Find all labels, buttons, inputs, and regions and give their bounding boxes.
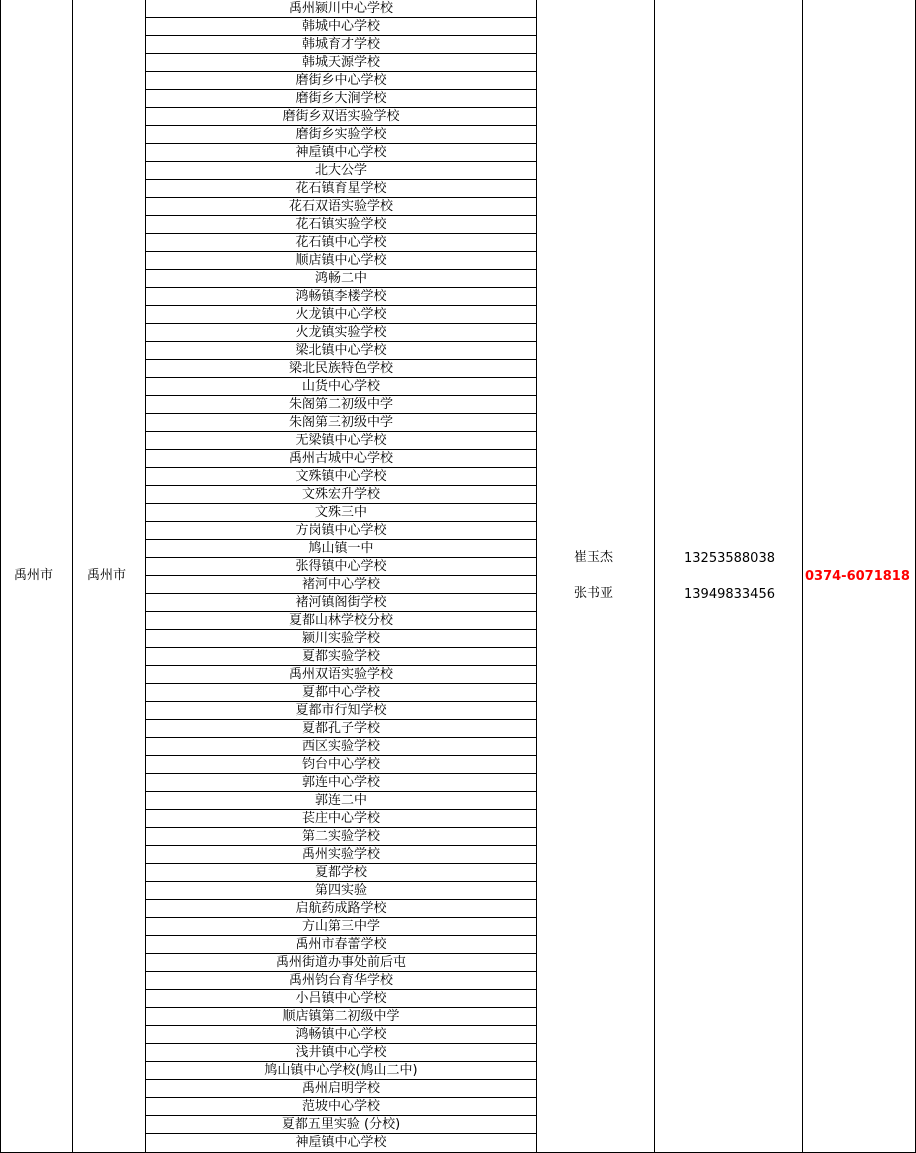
school-row: 褚河镇阁街学校 xyxy=(146,594,536,612)
grid-line xyxy=(536,0,537,1153)
grid-line xyxy=(72,0,73,1153)
school-row: 夏都市行知学校 xyxy=(146,702,536,720)
school-row: 启航药成路学校 xyxy=(146,900,536,918)
school-row: 文殊镇中心学校 xyxy=(146,468,536,486)
school-row: 张得镇中心学校 xyxy=(146,558,536,576)
school-row: 神垕镇中心学校 xyxy=(146,144,536,162)
school-row: 花石双语实验学校 xyxy=(146,198,536,216)
school-row: 朱阁第三初级中学 xyxy=(146,414,536,432)
school-row: 颍川实验学校 xyxy=(146,630,536,648)
school-row: 范坡中心学校 xyxy=(146,1098,536,1116)
school-list xyxy=(146,0,536,1152)
school-row: 花石镇实验学校 xyxy=(146,216,536,234)
school-row: 禹州街道办事处前后屯 xyxy=(146,954,536,972)
school-row: 磨街乡实验学校 xyxy=(146,126,536,144)
school-row: 禹州启明学校 xyxy=(146,1080,536,1098)
school-row: 花石镇中心学校 xyxy=(146,234,536,252)
school-row: 夏都实验学校 xyxy=(146,648,536,666)
school-row: 北大公学 xyxy=(146,162,536,180)
school-row: 方岗镇中心学校 xyxy=(146,522,536,540)
school-row: 夏都孔子学校 xyxy=(146,720,536,738)
school-row: 火龙镇实验学校 xyxy=(146,324,536,342)
school-row: 夏都中心学校 xyxy=(146,684,536,702)
school-row: 韩城育才学校 xyxy=(146,36,536,54)
school-row: 褚河中心学校 xyxy=(146,576,536,594)
school-row: 花石镇育星学校 xyxy=(146,180,536,198)
school-row: 顺店镇中心学校 xyxy=(146,252,536,270)
school-row: 文殊宏升学校 xyxy=(146,486,536,504)
school-row: 磨街乡双语实验学校 xyxy=(146,108,536,126)
school-row: 禹州市春蕾学校 xyxy=(146,936,536,954)
school-row: 禹州古城中心学校 xyxy=(146,450,536,468)
school-row: 鸿畅镇中心学校 xyxy=(146,1026,536,1044)
school-row: 鸿畅镇李楼学校 xyxy=(146,288,536,306)
school-row: 无梁镇中心学校 xyxy=(146,432,536,450)
school-row: 顺店镇第二初级中学 xyxy=(146,1008,536,1026)
school-row: 韩城天源学校 xyxy=(146,54,536,72)
school-row: 梁北镇中心学校 xyxy=(146,342,536,360)
grid-line xyxy=(802,0,803,1153)
school-row: 禹州双语实验学校 xyxy=(146,666,536,684)
grid-line xyxy=(654,0,655,1153)
school-row: 禹州颍川中心学校 xyxy=(146,0,536,18)
school-row: 钧台中心学校 xyxy=(146,756,536,774)
office-phone: 0374-6071818 xyxy=(805,569,910,584)
school-row: 韩城中心学校 xyxy=(146,18,536,36)
school-row: 鸿畅二中 xyxy=(146,270,536,288)
school-row: 鸠山镇一中 xyxy=(146,540,536,558)
school-row: 郭连中心学校 xyxy=(146,774,536,792)
contact-phone-1: 13253588038 xyxy=(684,551,775,566)
school-row: 朱阁第二初级中学 xyxy=(146,396,536,414)
grid-line xyxy=(0,0,1,1153)
school-row: 第四实验 xyxy=(146,882,536,900)
school-row: 小吕镇中心学校 xyxy=(146,990,536,1008)
school-row: 火龙镇中心学校 xyxy=(146,306,536,324)
contact-name-2: 张书亚 xyxy=(574,586,614,601)
district-cell: 禹州市 xyxy=(87,568,127,583)
school-row: 文殊三中 xyxy=(146,504,536,522)
contact-phone-2: 13949833456 xyxy=(684,587,775,602)
school-row: 禹州实验学校 xyxy=(146,846,536,864)
school-row: 磨街乡中心学校 xyxy=(146,72,536,90)
school-row: 鸠山镇中心学校(鸠山二中) xyxy=(146,1062,536,1080)
school-row: 第二实验学校 xyxy=(146,828,536,846)
school-row: 浅井镇中心学校 xyxy=(146,1044,536,1062)
school-row: 磨街乡大涧学校 xyxy=(146,90,536,108)
school-row: 神垕镇中心学校 xyxy=(295,1135,387,1150)
school-row: 郭连二中 xyxy=(146,792,536,810)
school-row: 方山第三中学 xyxy=(146,918,536,936)
school-row: 山货中心学校 xyxy=(146,378,536,396)
school-row: 苌庄中心学校 xyxy=(146,810,536,828)
school-row: 夏都山林学校分校 xyxy=(146,612,536,630)
school-row: 禹州钧台育华学校 xyxy=(146,972,536,990)
city-cell: 禹州市 xyxy=(14,568,54,583)
school-row: 夏都五里实验 (分校) xyxy=(146,1116,536,1134)
contact-name-1: 崔玉杰 xyxy=(574,550,614,565)
school-row: 梁北民族特色学校 xyxy=(146,360,536,378)
school-row: 夏都学校 xyxy=(146,864,536,882)
school-row: 西区实验学校 xyxy=(146,738,536,756)
